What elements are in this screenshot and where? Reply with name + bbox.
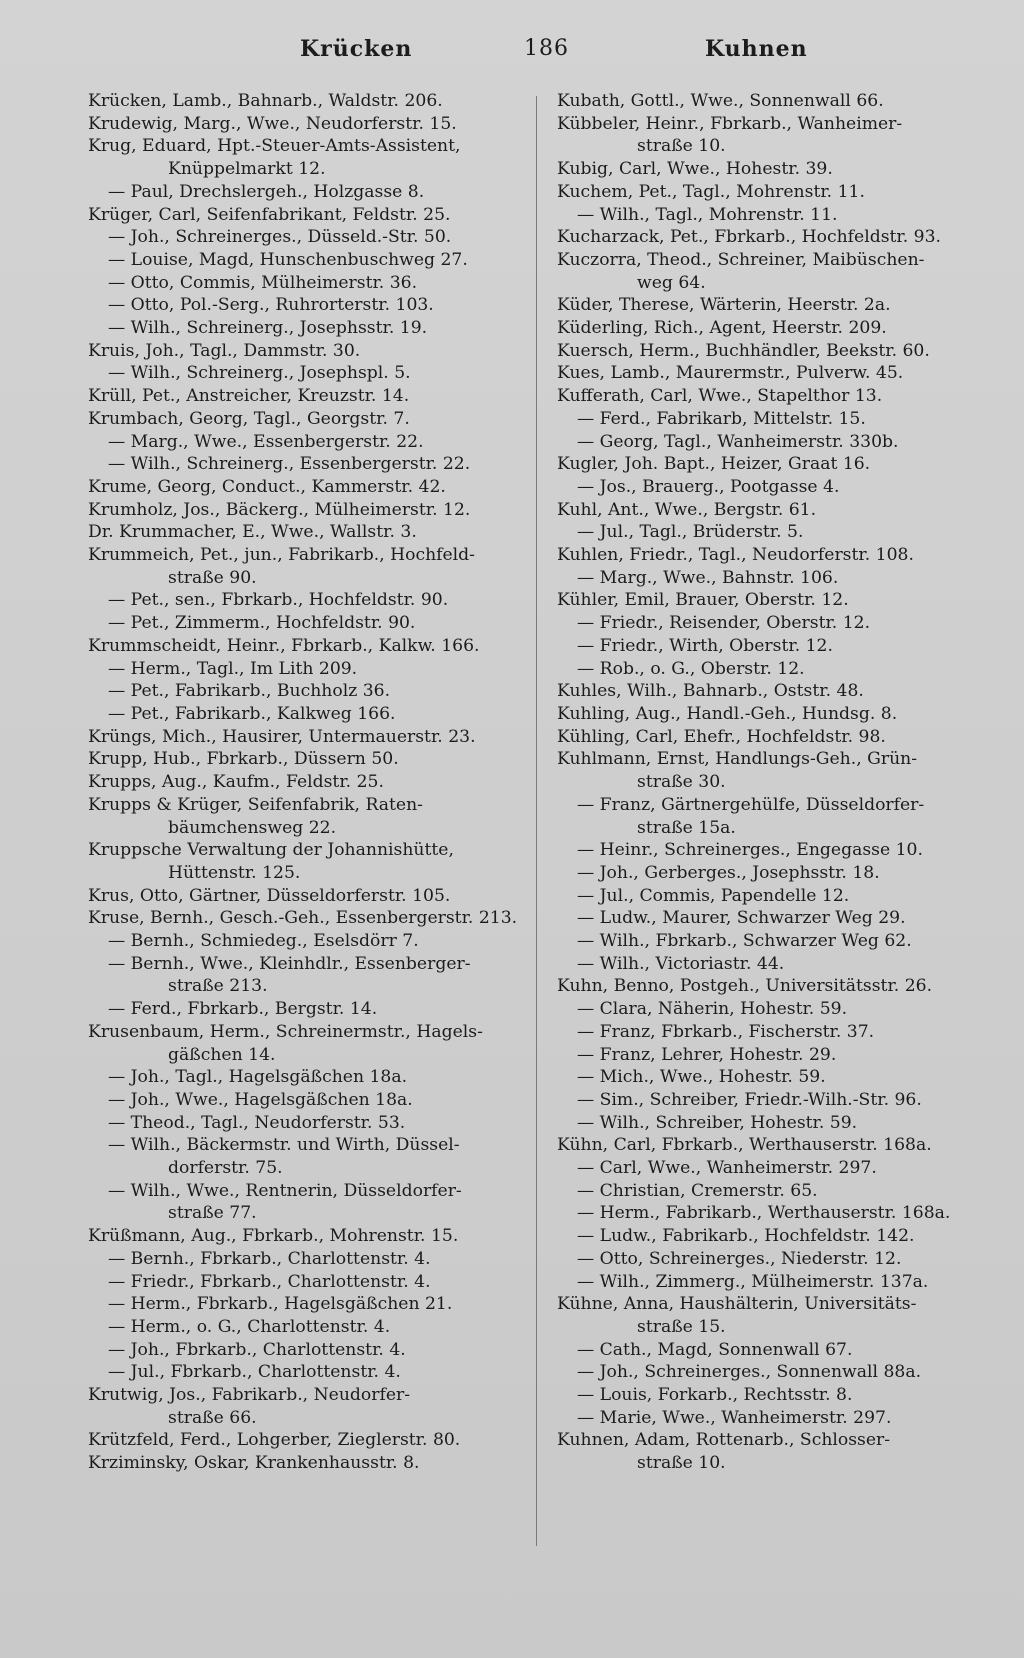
directory-entry: Krummscheidt, Heinr., Fbrkarb., Kalkw. 166. [88, 635, 480, 656]
directory-entry: Kuersch, Herm., Buchhändler, Beekstr. 60. [557, 340, 930, 361]
directory-entry: Krupps, Aug., Kaufm., Feldstr. 25. [88, 772, 384, 793]
directory-entry: straße 10. [637, 136, 726, 157]
directory-entry: Küderling, Rich., Agent, Heerstr. 209. [557, 318, 887, 339]
directory-entry: Kues, Lamb., Maurermstr., Pulverw. 45. [557, 363, 904, 384]
directory-entry: Kuhlen, Friedr., Tagl., Neudorferstr. 108. [557, 545, 914, 566]
directory-entry: Kühn, Carl, Fbrkarb., Werthauserstr. 168a. [557, 1135, 932, 1156]
directory-entry: Krume, Georg, Conduct., Kammerstr. 42. [88, 476, 446, 497]
directory-entry: Krüll, Pet., Anstreicher, Kreuzstr. 14. [88, 386, 410, 407]
directory-entry: Krug, Eduard, Hpt.-Steuer-Amts-Assistent, [88, 136, 461, 157]
directory-entry: — Marie, Wwe., Wanheimerstr. 297. [577, 1407, 892, 1428]
directory-entry: Krüger, Carl, Seifenfabrikant, Feldstr. 25. [88, 204, 451, 225]
directory-entry: Kuhling, Aug., Handl.-Geh., Hundsg. 8. [557, 703, 898, 724]
directory-entry: Krupp, Hub., Fbrkarb., Düssern 50. [88, 749, 399, 770]
directory-entry: — Friedr., Wirth, Oberstr. 12. [577, 635, 833, 656]
directory-entry: Kuhles, Wilh., Bahnarb., Oststr. 48. [557, 681, 864, 702]
directory-entry: Kühne, Anna, Haushälterin, Universitäts- [557, 1294, 917, 1315]
directory-entry: Kuhl, Ant., Wwe., Bergstr. 61. [557, 499, 817, 520]
directory-entry: — Rob., o. G., Oberstr. 12. [577, 658, 805, 679]
directory-entry: straße 10. [637, 1453, 726, 1474]
right-column [557, 90, 987, 1475]
directory-entry: — Wilh., Schreinerg., Josephspl. 5. [108, 363, 411, 384]
directory-entry: — Ferd., Fbrkarb., Bergstr. 14. [108, 999, 378, 1020]
directory-entry: Krus, Otto, Gärtner, Düsseldorferstr. 105. [88, 885, 451, 906]
directory-entry: — Joh., Schreinerges., Düsseld.-Str. 50. [108, 227, 452, 248]
directory-entry: bäumchensweg 22. [168, 817, 337, 838]
directory-entry: — Wilh., Zimmerg., Mülheimerstr. 137a. [577, 1271, 929, 1292]
directory-entry: — Wilh., Fbrkarb., Schwarzer Weg 62. [577, 931, 912, 952]
directory-entry: straße 213. [168, 976, 268, 997]
page-number: 186 [524, 36, 569, 61]
directory-entry: Krützfeld, Ferd., Lohgerber, Zieglerstr. 80. [88, 1430, 461, 1451]
directory-entry: — Herm., Tagl., Im Lith 209. [108, 658, 358, 679]
directory-entry: Krziminsky, Oskar, Krankenhausstr. 8. [88, 1453, 420, 1474]
directory-entry: — Joh., Gerberges., Josephsstr. 18. [577, 862, 880, 883]
directory-entry: — Georg, Tagl., Wanheimerstr. 330b. [577, 431, 899, 452]
directory-entry: Kuczorra, Theod., Schreiner, Maibüschen- [557, 249, 925, 270]
directory-entry: — Clara, Näherin, Hohestr. 59. [577, 999, 848, 1020]
directory-entry: Kufferath, Carl, Wwe., Stapelthor 13. [557, 386, 883, 407]
directory-entry: straße 90. [168, 567, 257, 588]
directory-entry: Krudewig, Marg., Wwe., Neudorferstr. 15. [88, 113, 457, 134]
directory-entry: — Wilh., Victoriastr. 44. [577, 953, 785, 974]
directory-entry: straße 77. [168, 1203, 257, 1224]
directory-entry: — Wilh., Wwe., Rentnerin, Düsseldorfer- [108, 1180, 462, 1201]
directory-entry: — Franz, Fbrkarb., Fischerstr. 37. [577, 1021, 875, 1042]
directory-entry: Kühling, Carl, Ehefr., Hochfeldstr. 98. [557, 726, 886, 747]
directory-entry: — Marg., Wwe., Essenbergerstr. 22. [108, 431, 424, 452]
directory-entry: — Paul, Drechslergeh., Holzgasse 8. [108, 181, 425, 202]
directory-entry: — Heinr., Schreinerges., Engegasse 10. [577, 840, 923, 861]
directory-entry: Krummeich, Pet., jun., Fabrikarb., Hochfeld- [88, 545, 475, 566]
directory-entry: — Herm., Fbrkarb., Hagelsgäßchen 21. [108, 1294, 453, 1315]
directory-entry: Kübbeler, Heinr., Fbrkarb., Wanheimer- [557, 113, 903, 134]
directory-entry: Krumholz, Jos., Bäckerg., Mülheimerstr. 12. [88, 499, 471, 520]
directory-entry: Kuhlmann, Ernst, Handlungs-Geh., Grün- [557, 749, 918, 770]
directory-entry: — Wilh., Tagl., Mohrenstr. 11. [577, 204, 838, 225]
directory-entry: — Herm., Fabrikarb., Werthauserstr. 168a. [577, 1203, 951, 1224]
directory-entry: — Bernh., Wwe., Kleinhdlr., Essenberger- [108, 953, 471, 974]
directory-entry: dorferstr. 75. [168, 1158, 283, 1179]
directory-entry: Dr. Krummacher, E., Wwe., Wallstr. 3. [88, 522, 417, 543]
directory-entry: — Ludw., Fabrikarb., Hochfeldstr. 142. [577, 1226, 915, 1247]
running-head-left: Krücken [300, 36, 413, 62]
directory-entry: — Pet., sen., Fbrkarb., Hochfeldstr. 90. [108, 590, 449, 611]
directory-entry: gäßchen 14. [168, 1044, 276, 1065]
directory-entry: — Wilh., Schreinerg., Essenbergerstr. 22. [108, 454, 471, 475]
directory-entry: — Pet., Fabrikarb., Kalkweg 166. [108, 703, 396, 724]
directory-entry: Kühler, Emil, Brauer, Oberstr. 12. [557, 590, 849, 611]
directory-entry: — Wilh., Schreinerg., Josephsstr. 19. [108, 318, 428, 339]
directory-entry: — Louis, Forkarb., Rechtsstr. 8. [577, 1385, 853, 1406]
directory-entry: Kruis, Joh., Tagl., Dammstr. 30. [88, 340, 361, 361]
directory-entry: Krumbach, Georg, Tagl., Georgstr. 7. [88, 408, 410, 429]
directory-entry: — Ludw., Maurer, Schwarzer Weg 29. [577, 908, 906, 929]
directory-entry: Knüppelmarkt 12. [168, 159, 326, 180]
directory-entry: straße 15. [637, 1316, 726, 1337]
directory-entry: — Christian, Cremerstr. 65. [577, 1180, 818, 1201]
directory-entry: — Friedr., Fbrkarb., Charlottenstr. 4. [108, 1271, 431, 1292]
directory-entry: — Wilh., Bäckermstr. und Wirth, Düssel- [108, 1135, 460, 1156]
directory-entry: Krupps & Krüger, Seifenfabrik, Raten- [88, 794, 423, 815]
directory-entry: — Herm., o. G., Charlottenstr. 4. [108, 1316, 391, 1337]
directory-entry: — Joh., Fbrkarb., Charlottenstr. 4. [108, 1339, 406, 1360]
directory-entry: — Friedr., Reisender, Oberstr. 12. [577, 613, 871, 634]
directory-entry: Krüßmann, Aug., Fbrkarb., Mohrenstr. 15. [88, 1226, 459, 1247]
directory-entry: — Jul., Tagl., Brüderstr. 5. [577, 522, 804, 543]
directory-entry: — Ferd., Fabrikarb, Mittelstr. 15. [577, 408, 866, 429]
directory-entry: Krutwig, Jos., Fabrikarb., Neudorfer- [88, 1385, 411, 1406]
directory-entry: Kuhn, Benno, Postgeh., Universitätsstr. 26. [557, 976, 933, 997]
directory-entry: Krusenbaum, Herm., Schreinermstr., Hagels- [88, 1021, 483, 1042]
directory-entry: — Bernh., Schmiedeg., Eselsdörr 7. [108, 931, 419, 952]
directory-entry: — Joh., Tagl., Hagelsgäßchen 18a. [108, 1067, 408, 1088]
directory-entry: — Jos., Brauerg., Pootgasse 4. [577, 476, 840, 497]
directory-entry: — Cath., Magd, Sonnenwall 67. [577, 1339, 853, 1360]
directory-entry: — Sim., Schreiber, Friedr.-Wilh.-Str. 96. [577, 1089, 922, 1110]
directory-entry: Kuhnen, Adam, Rottenarb., Schlosser- [557, 1430, 891, 1451]
directory-entry: — Carl, Wwe., Wanheimerstr. 297. [577, 1158, 877, 1179]
directory-entry: — Joh., Wwe., Hagelsgäßchen 18a. [108, 1089, 413, 1110]
directory-entry: — Bernh., Fbrkarb., Charlottenstr. 4. [108, 1248, 431, 1269]
directory-entry: Hüttenstr. 125. [168, 862, 301, 883]
directory-entry: — Louise, Magd, Hunschenbuschweg 27. [108, 249, 468, 270]
directory-entry: — Otto, Schreinerges., Niederstr. 12. [577, 1248, 902, 1269]
directory-entry: Kubig, Carl, Wwe., Hohestr. 39. [557, 159, 833, 180]
column-divider [536, 96, 537, 1546]
directory-entry: straße 66. [168, 1407, 257, 1428]
directory-entry: — Franz, Lehrer, Hohestr. 29. [577, 1044, 837, 1065]
directory-entry: — Otto, Pol.-Serg., Ruhrorterstr. 103. [108, 295, 434, 316]
directory-entry: — Pet., Zimmerm., Hochfeldstr. 90. [108, 613, 416, 634]
directory-entry: Kubath, Gottl., Wwe., Sonnenwall 66. [557, 91, 884, 111]
directory-entry: — Otto, Commis, Mülheimerstr. 36. [108, 272, 418, 293]
directory-entry: Kruppsche Verwaltung der Johannishütte, [88, 840, 454, 861]
directory-entry: — Theod., Tagl., Neudorferstr. 53. [108, 1112, 406, 1133]
directory-entry: Kucharzack, Pet., Fbrkarb., Hochfeldstr. 93. [557, 227, 942, 248]
directory-entry: straße 30. [637, 772, 726, 793]
directory-entry: straße 15a. [637, 817, 736, 838]
directory-entry: Kruse, Bernh., Gesch.-Geh., Essenbergerstr. 213. [88, 908, 518, 929]
directory-entry: — Pet., Fabrikarb., Buchholz 36. [108, 681, 391, 702]
running-head-right: Kuhnen [705, 36, 808, 62]
directory-entry: — Mich., Wwe., Hohestr. 59. [577, 1067, 826, 1088]
directory-entry: — Joh., Schreinerges., Sonnenwall 88a. [577, 1362, 922, 1383]
directory-entry: weg 64. [637, 272, 706, 293]
directory-entry: Kugler, Joh. Bapt., Heizer, Graat 16. [557, 454, 871, 475]
directory-entry: Krücken, Lamb., Bahnarb., Waldstr. 206. [88, 91, 443, 111]
directory-entry: Krüngs, Mich., Hausirer, Untermauerstr. 23. [88, 726, 476, 747]
directory-entry: — Jul., Fbrkarb., Charlottenstr. 4. [108, 1362, 401, 1383]
directory-entry: — Franz, Gärtnergehülfe, Düsseldorfer- [577, 794, 925, 815]
directory-entry: — Wilh., Schreiber, Hohestr. 59. [577, 1112, 858, 1133]
directory-entry: — Marg., Wwe., Bahnstr. 106. [577, 567, 839, 588]
directory-entry: — Jul., Commis, Papendelle 12. [577, 885, 850, 906]
directory-entry: Kuchem, Pet., Tagl., Mohrenstr. 11. [557, 181, 865, 202]
directory-entry: Küder, Therese, Wärterin, Heerstr. 2a. [557, 295, 891, 316]
left-column [88, 90, 518, 1475]
